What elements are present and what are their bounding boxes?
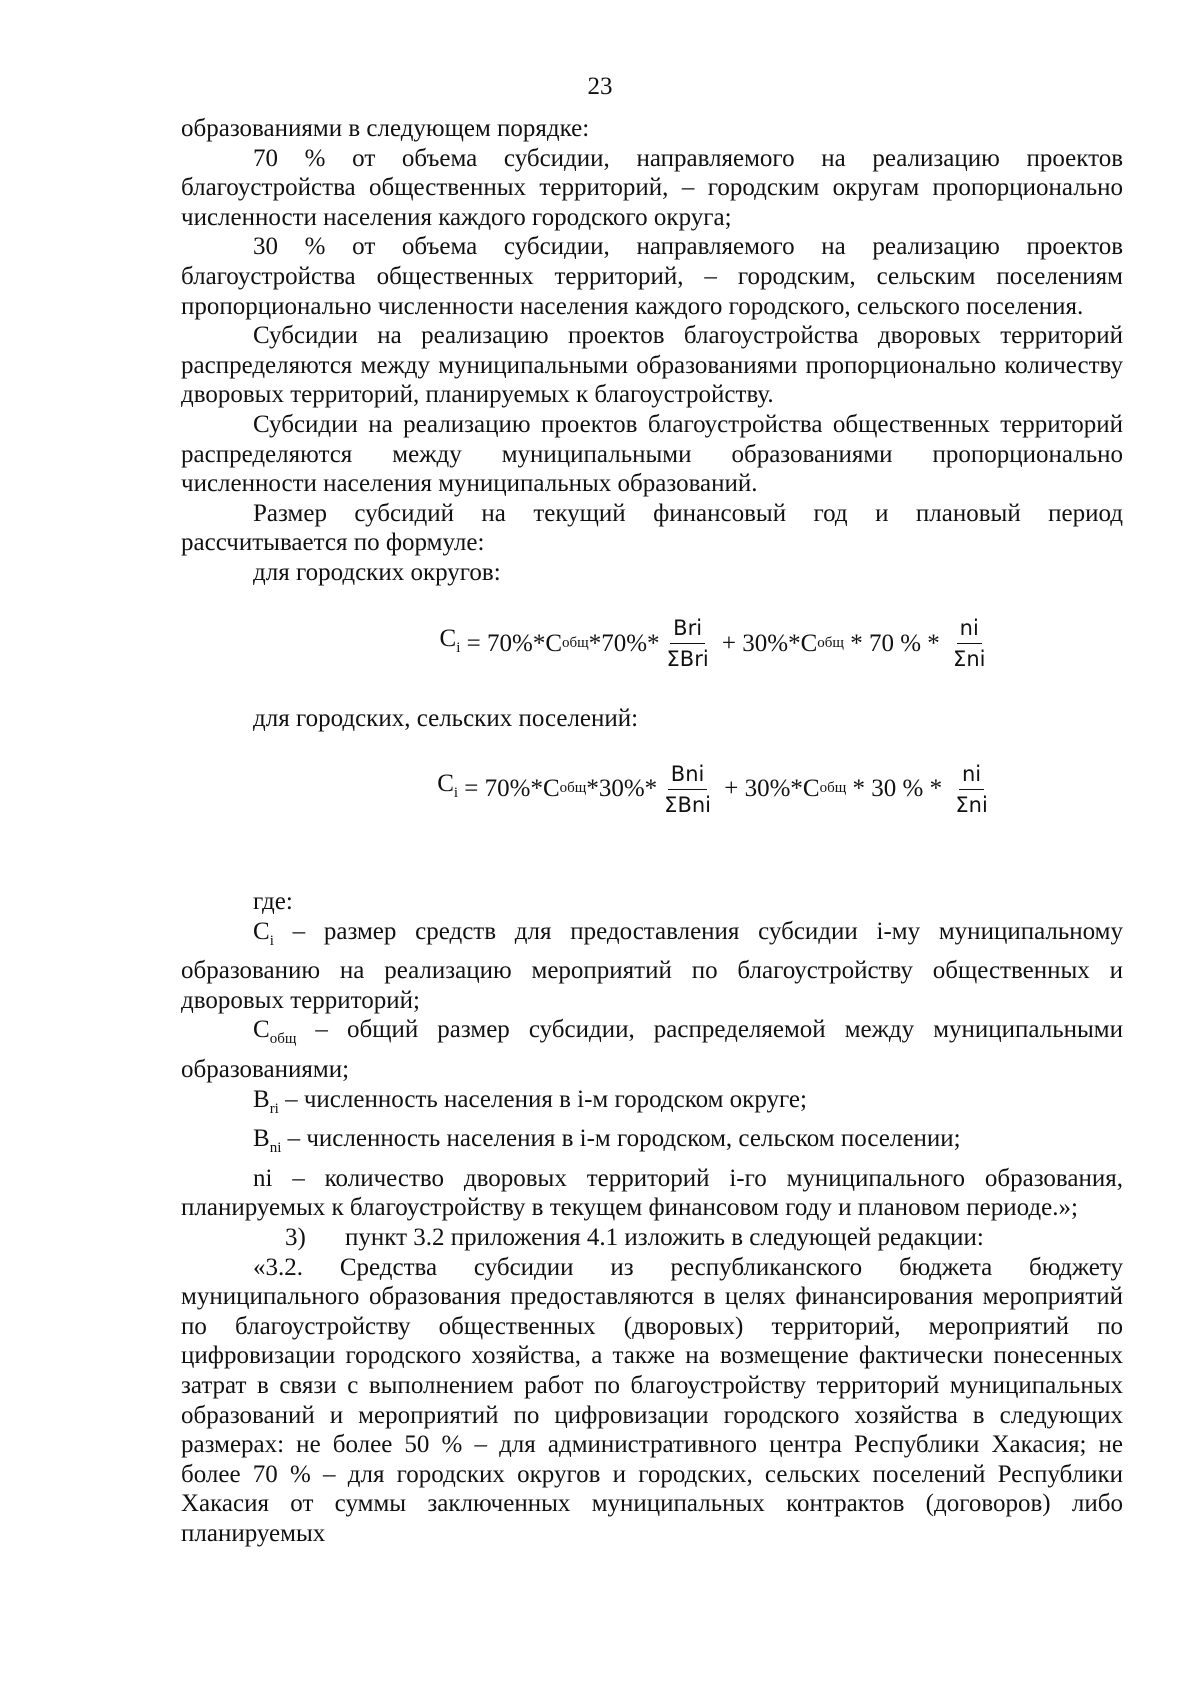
paragraph-3-2: «3.2. Средства субсидии из республиканского бюджета бюджету муниципального образования предоставляются в целях финансирования мероприятий по благоустройству общественных (дворовых) территорий, мероприятий по цифровизации городского хозяйства, а также на возмещение фактически понесенных затрат в связи с выполнением работ по благоустройству территорий муниципальных образований и мероприятий по цифровизации городского хозяйства в следующих размерах: не более 50 % – для административного центра Республики Хакасия; не более 70 % – для городских округов и городских, сельских поселений Республики Хакасия от суммы заключенных муниципальных контрактов (договоров) либо планируемых bbox=[181, 1253, 1123, 1547]
document-body bbox=[181, 114, 1123, 1549]
definition-text: – численность населения в i-м городском, сельском поселении; bbox=[281, 1125, 961, 1153]
paragraph-formula-intro: Размер субсидий на текущий финансовый год и плановый период рассчитывается по формуле: bbox=[181, 499, 1123, 557]
definition-bni bbox=[181, 1124, 1123, 1164]
paragraph-public-subsidies: Субсидии на реализацию проектов благоустройства общественных территорий распределяются между муниципальными образованиями пропорционально численности населения муниципальных образований. bbox=[181, 410, 1123, 498]
formula-subscript: i bbox=[456, 639, 461, 656]
definition-subscript: i bbox=[269, 932, 274, 949]
paragraph-settlements: для городских, сельских поселений: bbox=[253, 704, 639, 732]
formula-term: *30%* bbox=[586, 775, 658, 803]
formula-symbol: C bbox=[437, 770, 454, 798]
formula-term: + 30%*C bbox=[715, 629, 818, 657]
paragraph-where: где: bbox=[253, 888, 293, 916]
definition-symbol: B bbox=[253, 1085, 270, 1113]
definition-text: – численность населения в i-м городском округе; bbox=[278, 1085, 807, 1113]
formula-term: * 70 % * bbox=[843, 629, 947, 657]
paragraph-courtyard-subsidies: Субсидии на реализацию проектов благоустройства дворовых территорий распределяются между муниципальными образованиями пропорционально количеству дворовых территорий, планируемых к благоустройству. bbox=[181, 322, 1123, 409]
formula-fraction bbox=[950, 615, 988, 672]
fraction-numerator: ni bbox=[957, 615, 982, 644]
list-item-3 bbox=[181, 1223, 1123, 1253]
paragraph-intro: образованиями в следующем порядке: bbox=[181, 115, 590, 142]
formula-term: * 30 % * bbox=[846, 775, 949, 803]
paragraph-70-percent: 70 % от объема субсидии, направляемого на реализацию проектов благоустройства общественных территорий, – городским округам пропорционально численности населения каждого городского округа; bbox=[181, 144, 1123, 231]
definition-symbol: C bbox=[253, 917, 270, 945]
paragraph-30-percent: 30 % от объема субсидии, направляемого на реализацию проектов благоустройства общественных территорий, – городским, сельским поселениям пропорционально численности населения каждого городского, сельского поселения. bbox=[181, 233, 1123, 320]
definition-subscript: ri bbox=[269, 1100, 279, 1117]
formula-settlements bbox=[181, 751, 1123, 827]
formula-term: = 70%*C bbox=[460, 629, 562, 657]
paragraph-urban-districts: для городских округов: bbox=[253, 558, 501, 586]
formula-lhs bbox=[437, 769, 458, 809]
formula-subscript: общ bbox=[819, 780, 847, 797]
definition-symbol: B bbox=[253, 1125, 270, 1153]
formula-subscript: общ bbox=[562, 634, 589, 651]
definition-text: – размер средств для предоставления субсидии i-му муниципальному образованию на реализацию мероприятий по благоустройству общественных и дворовых территорий; bbox=[181, 917, 1123, 1014]
definition-subscript: общ bbox=[269, 1031, 297, 1048]
formula-subscript: i bbox=[453, 785, 459, 802]
list-text: пункт 3.2 приложения 4.1 изложить в следующей редакции: bbox=[345, 1224, 984, 1252]
definition-symbol: C bbox=[253, 1016, 270, 1044]
formula-fraction bbox=[661, 761, 714, 818]
definition-text: – количество дворовых территорий i-го муниципального образования, планируемых к благоустройству в текущем финансовом году и плановом периоде.»; bbox=[181, 1164, 1123, 1222]
fraction-numerator: ni bbox=[959, 761, 984, 790]
formula-subscript: общ bbox=[817, 634, 844, 651]
formula-fraction bbox=[952, 761, 990, 818]
formula-subscript: общ bbox=[559, 780, 587, 797]
formula-lhs bbox=[440, 624, 461, 664]
fraction-numerator: Bri bbox=[670, 615, 705, 644]
fraction-denominator: ΣBri bbox=[666, 647, 709, 671]
page-number: 23 bbox=[587, 73, 613, 100]
fraction-numerator: Bni bbox=[668, 761, 708, 790]
formula-term: + 30%*C bbox=[718, 775, 820, 803]
definition-bri bbox=[181, 1085, 1123, 1125]
definition-ni: ni – количество дворовых территорий i-го муниципального образования, планируемых к благоустройству в текущем финансовом году и плановом периоде.»; bbox=[181, 1164, 1123, 1222]
fraction-denominator: ΣBni bbox=[664, 792, 711, 817]
formula-urban-districts bbox=[181, 606, 1123, 682]
list-number: 3) bbox=[285, 1224, 306, 1252]
fraction-denominator: Σni bbox=[955, 792, 988, 817]
formula-symbol: C bbox=[439, 624, 457, 652]
definition-subscript: ni bbox=[269, 1140, 282, 1157]
formula-fraction bbox=[664, 615, 712, 672]
definition-symbol: n bbox=[253, 1164, 266, 1192]
definition-ci bbox=[181, 917, 1123, 1016]
fraction-denominator: Σni bbox=[953, 647, 986, 671]
definition-text: – общий размер субсидии, распределяемой между муниципальными образованиями; bbox=[181, 1016, 1123, 1084]
formula-term: = 70%*C bbox=[458, 775, 560, 803]
formula-term: *70%* bbox=[588, 629, 660, 657]
definition-cobsh bbox=[181, 1015, 1123, 1084]
